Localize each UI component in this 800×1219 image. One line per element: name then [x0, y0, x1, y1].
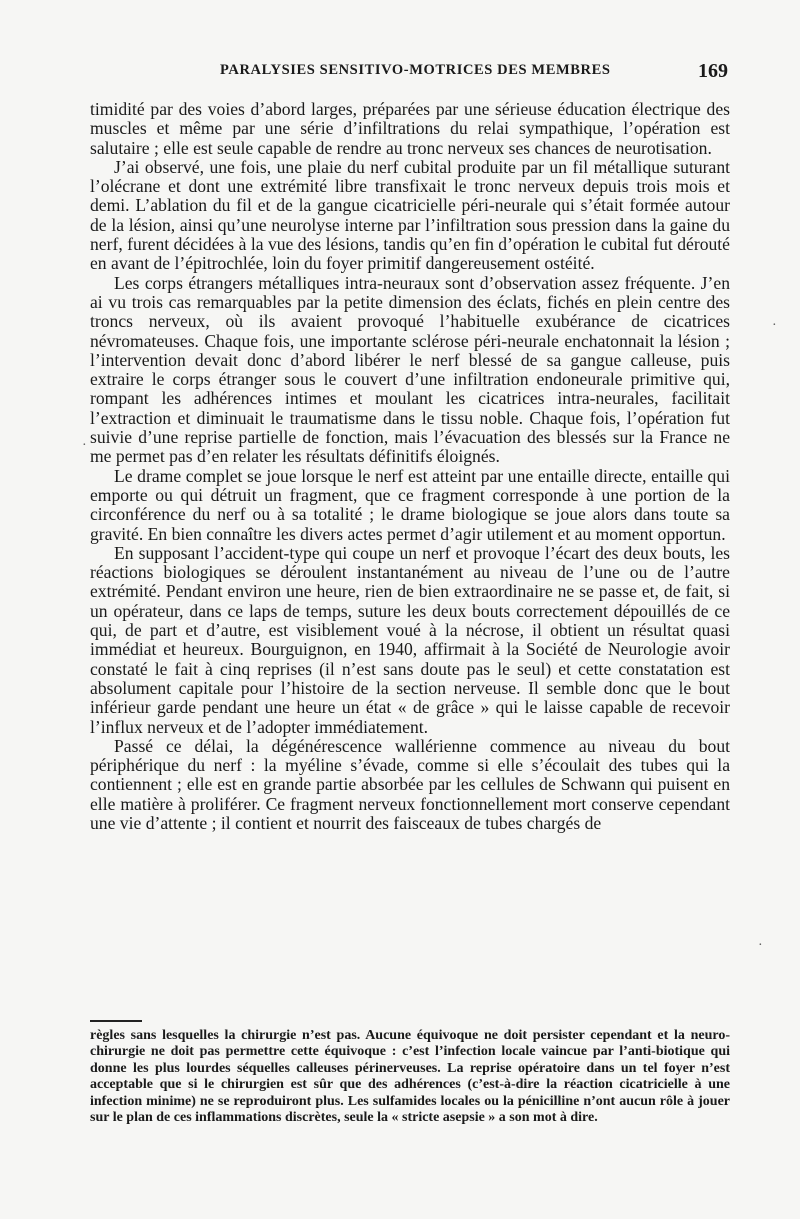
footnote	[90, 1028, 730, 1126]
margin-mark: ·	[758, 938, 763, 953]
footnote-rule	[90, 1020, 142, 1022]
margin-mark: ·	[772, 318, 777, 333]
paragraph: Le drame complet se joue lorsque le nerf est atteint par une entaille directe, entaille qui emporte ou qui détruit un fragment, que ce fragment corresponde à une portion de la circonférence du nerf ou à sa totalité ; le drame biologique se joue alors dans toute sa gravité. En bien connaître les divers actes permet d’agir utilement et au moment opportun.	[90, 465, 730, 544]
running-title: PARALYSIES SENSITIVO-MOTRICES DES MEMBRES	[220, 62, 611, 78]
paragraph: J’ai observé, une fois, une plaie du nerf cubital produite par un fil métallique suturant l’olécrane et dont une extrémité libre transfixait le tronc nerveux depuis trois mois et demi. L’ablation du fil et de la gangue cicatricielle péri-neurale qui s’était formée autour de la lésion, ainsi qu’une neurolyse interne par l’infiltration sous pression dans la gaine du nerf, furent décidées à la vue des lésions, tandis qu’en fin d’opération le cubital fut dérouté en avant de l’épitrochlée, loin du foyer primitif dangereusement ostéité.	[90, 156, 730, 274]
body-text	[90, 100, 730, 833]
paragraph: timidité par des voies d’abord larges, préparées par une sérieuse éducation électrique des muscles et même par une série d’infiltrations du relai sympathique, l’opération est salutaire ; elle est seule capable de rendre au tronc nerveux ses chances de neurotisation.	[90, 99, 730, 158]
page-number: 169	[698, 60, 728, 82]
paragraph: Les corps étrangers métalliques intra-neuraux sont d’observation assez fréquente. J’en ai vu trois cas remarquables par la petite dimension des éclats, fichés en plein centre des troncs nerveux, où ils avaient provoqué l’habituelle exubérance de cicatrices névromateuses. Chaque fois, une importante sclérose péri-neurale enchatonnait la lésion ; l’intervention devait donc d’abord libérer le nerf blessé de sa gangue calleuse, puis extraire le corps étranger sous le couvert d’une infiltration endoneurale primitive qui, rompant les adhérences intimes et moulant les cicatrices intra-neurales, facilitait l’extraction et diminuait le traumatisme dans le tissu noble. Chaque fois, l’opération fut suivie d’une reprise partielle de fonction, mais l’évacuation des blessés sur la France ne me permet pas d’en relater les résultats définitifs éloignés.	[90, 272, 730, 467]
footnote-text: règles sans lesquelles la chirurgie n’est pas. Aucune équivoque ne doit persister cependant et la neuro-chirurgie ne doit pas permettre cette équivoque : c’est l’infection locale vaincue par l’anti-biotique qui donne les plus lourdes séquelles calleuses périnerveuses. La reprise opératoire dans un tel foyer n’est acceptable que si le chirurgien est sûr que des adhérences (c’est-à-dire la réaction cicatricielle à une infection minime) ne se reproduiront plus. Les sulfamides locales ou la pénicilline n’ont aucun rôle à jouer sur le plan de ces inflammations discrètes, seule la « stricte asepsie » a son mot à dire.	[90, 1028, 730, 1126]
page-header	[90, 60, 730, 84]
paragraph: Passé ce délai, la dégénérescence wallérienne commence au niveau du bout périphérique du nerf : la myéline s’évade, comme si elle s’écoulait des tubes qui la contiennent ; elle est en grande partie absorbée par les cellules de Schwann qui puisent en elle matière à proliférer. Ce fragment nerveux fonctionnellement mort conserve cependant une vie d’attente ; il contient et nourrit des faisceaux de tubes chargés de	[90, 735, 730, 833]
paragraph: En supposant l’accident-type qui coupe un nerf et provoque l’écart des deux bouts, les réactions biologiques se déroulent instantanément au niveau de l’une ou de l’autre extrémité. Pendant environ une heure, rien de bien extraordinaire ne se passe et, de fait, si un opérateur, dans ce laps de temps, suture les deux bouts correctement dépouillés de ce qui, de part et d’autre, est visiblement voué à la nécrose, il obtient un résultat quasi immédiat et heureux. Bourguignon, en 1940, affirmait à la Société de Neurologie avoir constaté le fait à cinq reprises (il n’est sans doute pas le seul) et cette constatation est absolument capitale pour l’histoire de la section nerveuse. Il semble donc que le bout inférieur garde pendant une heure un état « de grâce » qui le laisse capable de recevoir l’influx nerveux et de l’adopter immédiatement.	[90, 542, 730, 737]
margin-mark: ·	[82, 438, 87, 453]
